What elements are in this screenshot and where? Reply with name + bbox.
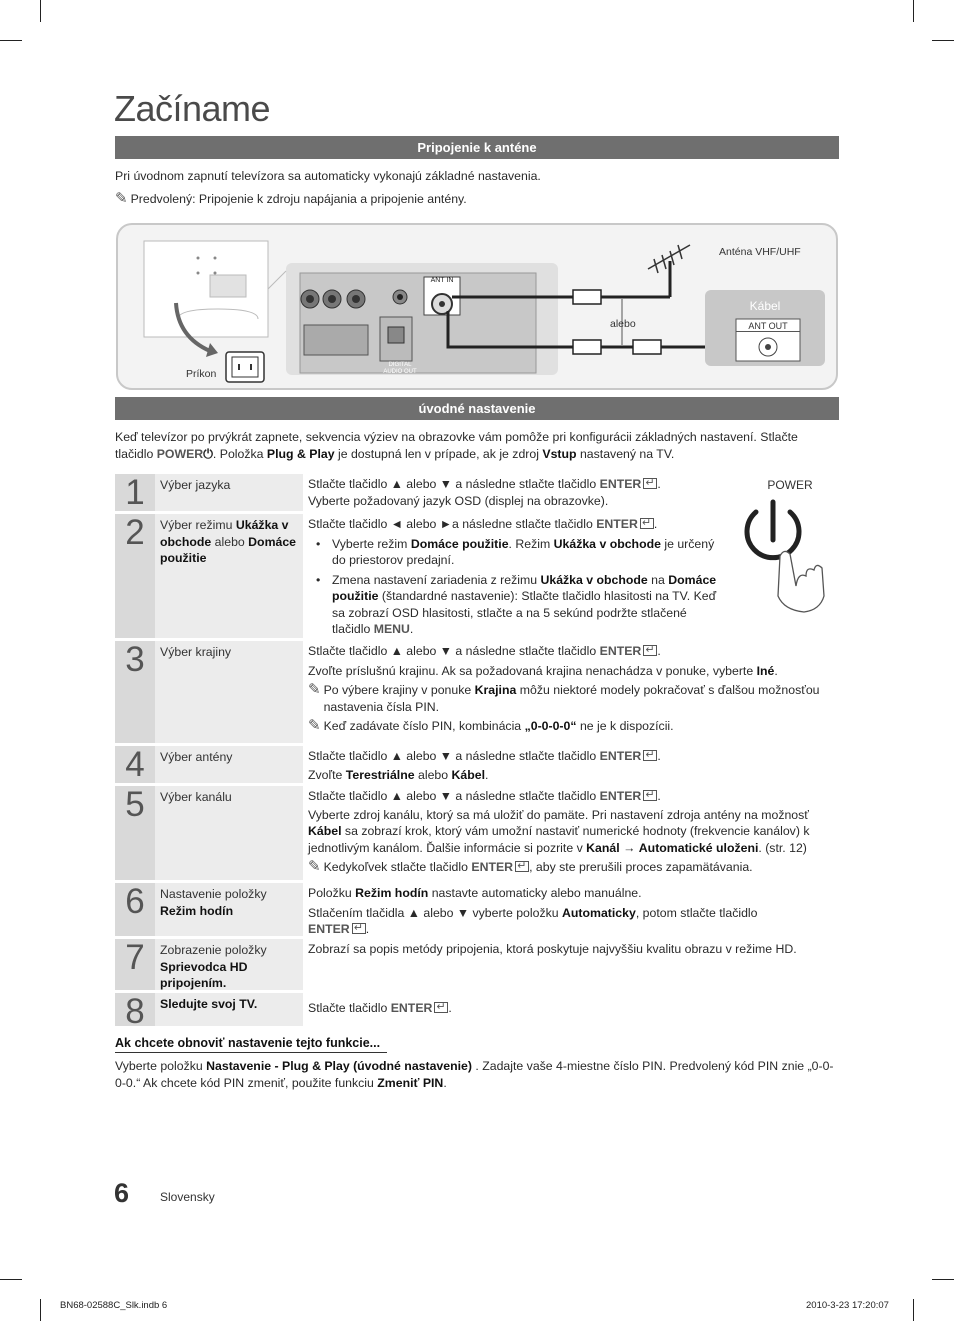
step-description: Stlačte tlačidlo ◄ alebo ►a následne stlačte tlačidlo ENTER↵ . • Vyberte režim Domáce použitie. Režim Ukážka v obchode je určený do priestorov predajní. • Zmena nastavení zariadenia z režimu Ukážka v obchode na Domáce použitie (štandardné nastavenie): Stlačte tlačidlo hlasitosti na TV. Keď sa zobrazí OSD hlasitosti, stlačte a na 5 sekúnd podržte stlačené tlačidlo MENU. xyxy=(303,514,840,638)
step-number: 5 xyxy=(115,786,155,880)
antenna-connection-diagram xyxy=(116,223,838,390)
setup-intro: Keď televízor po prvýkrát zapnete, sekvencia výziev na obrazovke vám pomôže pri konfigurácii základných nastavení. Stlačte tlačidlo POWER⏻. Položka Plug & Play je dostupná len v prípade, ak je zdroj Vstup nastavený na TV. xyxy=(115,430,798,461)
note-pencil-icon: ✎ xyxy=(308,717,321,734)
power-label: Príkon xyxy=(186,368,217,380)
step-number: 1 xyxy=(115,474,155,511)
crop-mark xyxy=(40,1299,41,1321)
enter-icon xyxy=(515,861,529,872)
step-number: 2 xyxy=(115,514,155,638)
step-label: Nastavenie položky Režim hodín xyxy=(155,883,303,936)
step-label: Výber krajiny xyxy=(155,641,303,743)
crop-mark xyxy=(913,0,914,22)
crop-mark xyxy=(932,1279,954,1280)
crop-mark xyxy=(40,0,41,22)
step-row xyxy=(115,786,840,880)
enter-icon xyxy=(643,790,657,801)
enter-icon xyxy=(640,518,654,529)
note-pencil-icon: ✎ xyxy=(115,190,128,207)
step-number: 6 xyxy=(115,883,155,936)
reset-header: Ak chcete obnoviť nastavenie tejto funkcie... xyxy=(115,1036,387,1053)
step-row xyxy=(115,939,840,990)
page-language: Slovensky xyxy=(160,1190,215,1204)
note-pencil-icon: ✎ xyxy=(308,858,321,875)
tv-back-outline xyxy=(144,241,268,337)
enter-icon xyxy=(352,923,366,934)
connector-panel xyxy=(300,273,536,373)
ant-in-label: ANT IN xyxy=(430,277,454,284)
or-label: alebo xyxy=(610,318,636,330)
footer-file: BN68-02588C_Slk.indb 6 xyxy=(60,1300,168,1311)
note-pencil-icon: ✎ xyxy=(308,681,321,698)
crop-mark xyxy=(0,1279,22,1280)
section-header-antenna: Pripojenie k anténe xyxy=(115,136,839,159)
power-icon: ⏻ xyxy=(203,446,213,461)
step-label: Výber kanálu xyxy=(155,786,303,880)
enter-icon xyxy=(643,750,657,761)
antenna-label: Anténa VHF/UHF xyxy=(719,246,801,258)
step-label: Výber režimu Ukážka v obchode alebo Domáce použitie xyxy=(155,514,303,638)
reset-text: Vyberte položku Nastavenie - Plug & Play (úvodné nastavenie) . Zadajte vaše 4-miestne číslo PIN. Predvolený kód PIN znie „0-0-0-0.“ Ak chcete kód PIN zmeniť, použite funkciu Zmeniť PIN. xyxy=(115,1059,834,1090)
antenna-note: ✎ Predvolený: Pripojenie k zdroju napájania a pripojenie antény. xyxy=(115,190,467,207)
digital-audio-label: DIGITAL AUDIO OUT xyxy=(383,362,417,375)
step-number: 8 xyxy=(115,993,155,1026)
crop-mark xyxy=(0,40,22,41)
enter-icon xyxy=(643,478,657,489)
crop-mark xyxy=(913,1299,914,1321)
antenna-intro: Pri úvodnom zapnutí televízora sa automaticky vykonajú základné nastavenia. xyxy=(115,169,541,183)
step-description: Stlačte tlačidlo ▲ alebo ▼ a následne stlačte tlačidlo ENTER↵ . Vyberte požadovaný jazyk OSD (displej na obrazovke). xyxy=(303,474,840,511)
footer-date: 2010-3-23 17:20:07 xyxy=(806,1300,889,1311)
crop-mark xyxy=(932,40,954,41)
step-description: Zobrazí sa popis metódy pripojenia, ktorá poskytuje najvyššiu kvalitu obrazu v režime HD. xyxy=(308,942,797,956)
step-label: Výber antény xyxy=(155,746,303,783)
step-description: Stlačte tlačidlo ▲ alebo ▼ a následne stlačte tlačidlo ENTER↵ . Zvoľte Terestriálne alebo Kábel. xyxy=(303,746,840,783)
step-description: Stlačte tlačidlo ▲ alebo ▼ a následne stlačte tlačidlo ENTER↵ . Vyberte zdroj kanálu, ktorý sa má uložiť do pamäte. Pri nastavení zdroja antény na možnosť Kábel sa zobrazí krok, ktorý vám umožní nastaviť numerické hodnoty (frekvencie kanálov) k jednotlivým kanálom. Ďalšie informácie si pozrite v Kanál → Automatické uloženi. (str. 12) ✎ Kedykoľvek stlačte tlačidlo ENTER↵ , aby ste prerušili proces zapamätávania. xyxy=(303,786,840,880)
step-number: 3 xyxy=(115,641,155,743)
step-row xyxy=(115,746,840,783)
step-label: Sledujte svoj TV. xyxy=(155,993,303,1026)
enter-icon xyxy=(643,645,657,656)
step-description: Stlačte tlačidlo ▲ alebo ▼ a následne stlačte tlačidlo ENTER↵ . Zvoľte príslušnú krajinu. Ak sa požadovaná krajina nenachádza v ponuke, vyberte Iné. ✎ Po výbere krajiny v ponuke Krajina môžu niektoré modely pokračovať s ďalšou možnosťou nastavenia čísla PIN. ✎ Keď zadávate číslo PIN, kombinácia „0-0-0-0“ ne je k dispozícii. xyxy=(303,641,840,743)
page-title: Začíname xyxy=(114,88,271,129)
enter-icon xyxy=(434,1002,448,1013)
cable-label: Kábel xyxy=(749,299,781,313)
step-label: Výber jazyka xyxy=(155,474,303,511)
ant-out-label: ANT OUT xyxy=(736,321,800,332)
step-row xyxy=(115,514,840,638)
power-caption: POWER xyxy=(767,478,813,492)
step-number: 4 xyxy=(115,746,155,783)
step-row xyxy=(115,474,840,511)
step-label: Zobrazenie položky Sprievodca HD pripojením. xyxy=(155,939,303,990)
step-row xyxy=(115,992,840,1031)
step-description: Položku Režim hodín nastavte automaticky alebo manuálne. Stlačením tlačidla ▲ alebo ▼ vyberte položku Automaticky, potom stlačte tlačidlo ENTER↵ . xyxy=(303,883,840,936)
step-number: 7 xyxy=(115,939,155,990)
step-description: Stlačte tlačidlo ENTER↵ . xyxy=(303,993,840,1026)
page-number: 6 xyxy=(114,1178,130,1208)
step-row xyxy=(115,883,840,936)
step-row xyxy=(115,641,840,743)
setup-steps-table xyxy=(115,474,840,1029)
section-header-setup: úvodné nastavenie xyxy=(115,397,839,420)
tv-panel xyxy=(210,275,246,297)
